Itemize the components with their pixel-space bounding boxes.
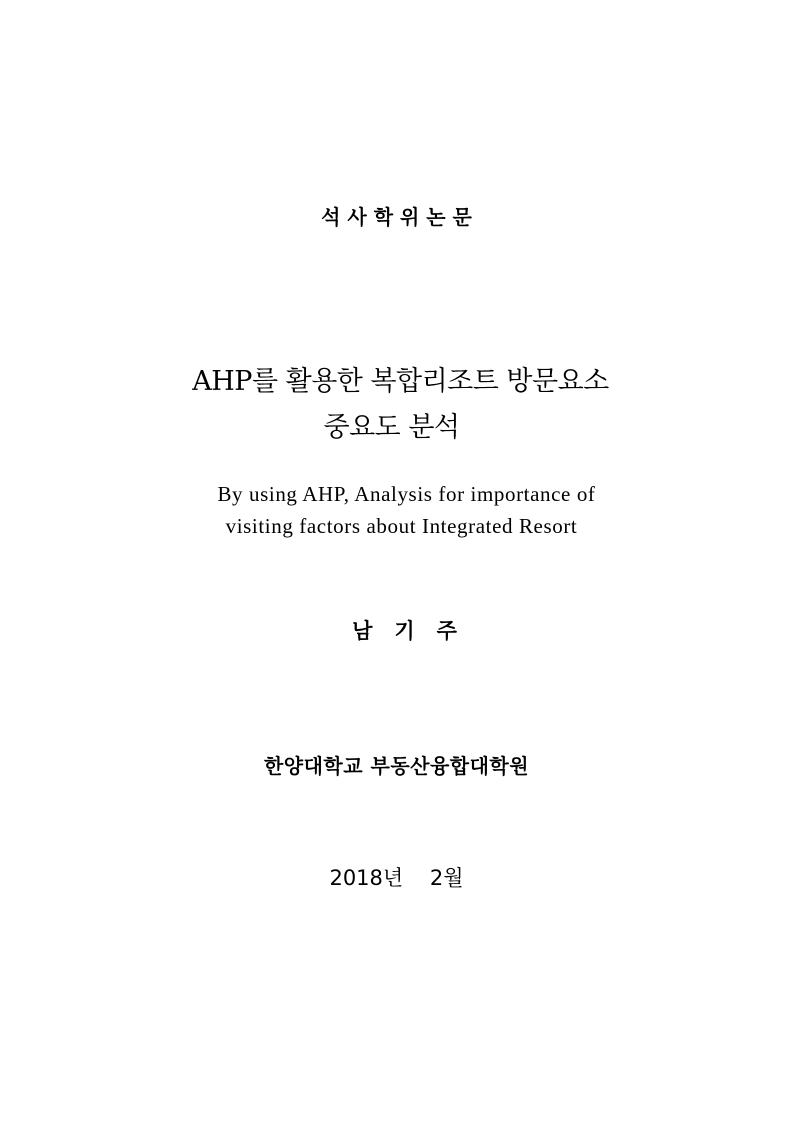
title-english-line2: visiting factors about Integrated Resort — [225, 514, 578, 538]
title-english-line1: By using AHP, Analysis for importance of — [217, 482, 596, 506]
title-korean-line1: AHP를 활용한 복합리조트 방문요소 — [192, 366, 609, 397]
author-name: 남 기 주 — [352, 619, 457, 643]
institution-name: 한양대학교 부동산융합대학원 — [263, 754, 530, 778]
submission-date: 2018년 2월 — [329, 866, 464, 890]
title-korean-line2: 중요도 분석 — [323, 412, 460, 443]
degree-type: 석 사 학 위 논 문 — [321, 205, 472, 229]
